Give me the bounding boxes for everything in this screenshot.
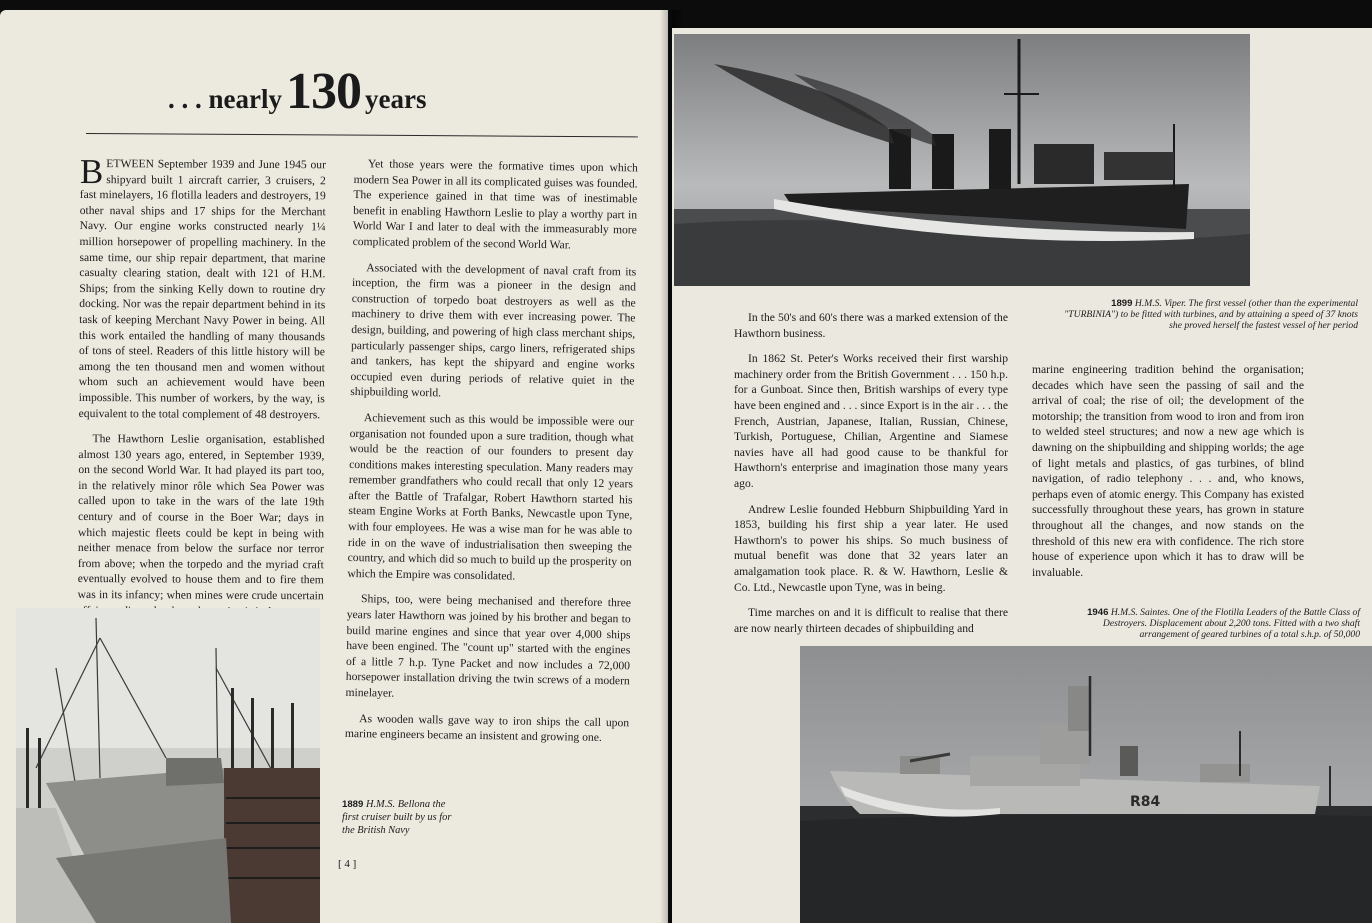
paragraph: Time marches on and it is difficult to realise that there are now nearly thirteen decades of shipbuilding and [734, 606, 1008, 635]
drop-cap: B [79, 152, 104, 192]
right-page [672, 28, 1372, 923]
paragraph: Associated with the development of naval craft from its inception, the firm was a pioneer in the design and construction of torpedo boat destroyers as well as the machinery to drive them with ever increasing power. The design, building, and powering of high class merchant ships, particularly passenger ships, cargo liners, refrigerated ships and tankers, has kept the shipyard and engine works occupied even during periods of relative quiet in the shipbuilding world. [350, 260, 637, 400]
right-column-1 [734, 310, 1008, 646]
paragraph: Ships, too, were being mechanised and therefore three years later Hawthorn was joined by his brother and began to build marine engines and since that year over 4,000 ships have been engined. The "count up" started with the engines of a little 7 h.p. Tyne Packet and now includes a 72,000 horsepower installation driving the twin screws of a modern minelayer. [345, 592, 632, 700]
paragraph: The Hawthorn Leslie organisation, established almost 130 years ago, entered, in September 1939, on the second World War. It had played its part too, in the relatively minor rôle which Sea Power was called upon to take in the wars of the late 19th century and of course in the Boer War; days in which majestic fleets could be kept in being with neither menace from below the surface nor terror from above; when the torpedo and the myriad craft eventually evolved to house them and to fire them was in its infancy; when mines were crude uncertain [77, 432, 325, 603]
viper-caption [1060, 298, 1358, 332]
page-title [168, 62, 488, 122]
bellona-photo [16, 608, 320, 923]
paragraph: Andrew Leslie founded Hebburn Shipbuilding Yard in 1853, building his first ship a year later. He used Hawthorn's to power his ships. So much business of mutual benefit was done that 32 years later an amalgamation took place. R. & W. Hawthorn, Leslie & Co. Ltd., Newcastle upon Tyne, was in being. [734, 502, 1008, 594]
saintes-caption [1062, 607, 1360, 641]
left-column-1 [77, 152, 326, 630]
paragraph: Yet those years were the formative times upon which modern Sea Power in all its complicated guises was founded. The experience gained in that time was of inestimable benefit in enabling Hawthorn Leslie to play a worthy part in World War I and later to deal with the immeasurably more complicated problem of the second World War. [352, 157, 638, 252]
left-page [0, 10, 668, 923]
caption-year: 1899 [1111, 298, 1133, 309]
title-prefix: . . . nearly [168, 84, 282, 114]
caption-year: 1946 [1087, 607, 1109, 618]
saintes-photo [800, 646, 1372, 923]
paragraph: In 1862 St. Peter's Works received their first warship machinery order from the British Government . . . 150 h.p. for a Gunboat. Since then, British warships of every type have been engined and . . . since Export is in the air . . . the French, Austrian, Japanese, Italian, Russian, Chinese, Turkish, Portuguese, Chilian, Argentine and Siamese navies have all had good cause to be thankful for Hawthorn's enterprise and imagination those many years ago. [734, 352, 1008, 490]
caption-text: H.M.S. Viper. The first vessel (other than the experimental "TURBINIA") to be fitted with turbines, and by attaining a speed of 37 knots she proved herself the fastest vessel of her period [1064, 298, 1358, 332]
title-rule [86, 133, 638, 137]
right-column-2 [1032, 362, 1304, 590]
caption-text: H.M.S. Saintes. One of the Flotilla Leaders of the Battle Class of Destroyers. Displacement about 2,200 tons. Fitted with a two shaft arrangement of geared turbines of a total s.h.p. of 50,000 [1102, 607, 1360, 641]
bellona-caption [342, 798, 460, 837]
title-suffix: years [365, 84, 427, 114]
viper-photo [674, 34, 1250, 286]
paragraph-text: ETWEEN September 1939 and June 1945 our shipyard built 1 aircraft carrier, 3 cruisers, 2 fast minelayers, 16 flotilla leaders and destroyers, 19 other naval ships and 17 ships for the Merchant Navy. Our engine works constructed nearly 1¼ million horsepower of propelling machinery. In the same time, our ship repair department, that marine casualty clearing station, dealt with 121 of H.M. Ships; from the sinking Kelly down to routine dry docking. Nor was the repair department behind in its task of keeping Merchant Navy Power in being. All this work entailed the handling of many thousands of tons of steel. Readers of this little history will be among the ten thousand men and women without whom such an achievement would have been impossible. This number of workers, by the way, is equivalent to the total complement of 48 destroyers. [78, 157, 326, 421]
caption-text: H.M.S. Bellona the first cruiser built by us for the British Navy [342, 799, 452, 836]
page-number: [ 4 ] [338, 858, 357, 870]
title-number: 130 [286, 63, 361, 120]
paragraph: As wooden walls gave way to iron ships the call upon marine engineers became an insistent and growing one. [344, 711, 630, 745]
paragraph: In the 50's and 60's there was a marked extension of the Hawthorn business. [734, 311, 1008, 340]
paragraph: marine engineering tradition behind the organisation; decades which have seen the passing of sail and the arrival of coal; the rise of oil; the development of the motorship; the transition from wood to iron and from iron to welded steel structures; and now a new age which is dawning on the shipbuilding and shipping worlds; the age of light metals and plastics, of gas turbines, of blind navigation, of radio telephony . . . and, who knows, perhaps even of atomic energy. This Company has existed successfully throughout these years, has grown in stature throughout all the changes, and now stands on the threshold of this new era with confidence. The rich store house of experience upon which it has to draw will be invaluable. [1032, 363, 1304, 579]
left-column-2 [345, 156, 638, 756]
paragraph: Achievement such as this would be impossible were our organisation not founded upon a sure tradition, though what would be the reaction of our founders to present day conditions makes interesting speculation. Many readers may remember grandfathers who could recall that only 12 years after the Battle of Trafalgar, Robert Hawthorn started his steam Engine Works at Forth Banks, Newcastle upon Tyne, with four employees. He was a wise man for he was able to ride in on the wave of industrialisation then sweeping the country, and which did so much to build up the prosperity on which the Empire was consolidated. [347, 411, 634, 583]
caption-year: 1889 [342, 799, 364, 810]
hull-number: R84 [1130, 794, 1161, 810]
paragraph [78, 152, 326, 422]
